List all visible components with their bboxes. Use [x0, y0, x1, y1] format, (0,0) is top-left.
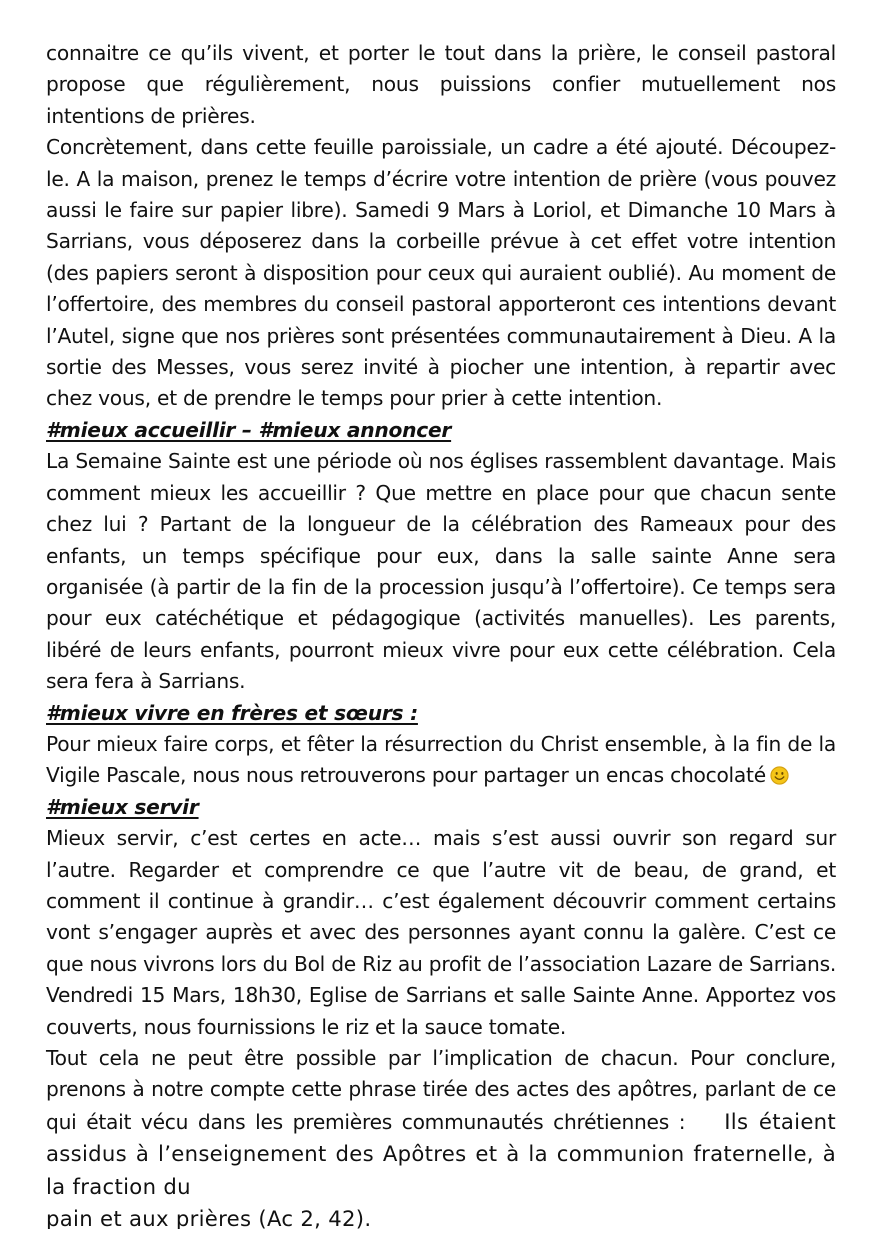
heading-mieux-servir: #mieux servir	[46, 794, 199, 819]
conclusion-quote-last-line: pain et aux prières (Ac 2, 42).	[46, 1206, 372, 1230]
paragraph-vigile-text: Pour mieux faire corps, et fêter la résurrection du Christ ensemble, à la fin de la Vigile Pascale, nous nous retrouverons pour partager un encas chocolaté	[46, 731, 836, 788]
conclusion-quote: Ils étaient assidus à l’enseignement des Apôtres et à la communion fraternelle, à la fraction du	[46, 1108, 836, 1199]
paragraph-intentions-details: Concrètement, dans cette feuille paroissiale, un cadre a été ajouté. Découpez-le. A la maison, prenez le temps d’écrire votre intention de prière (vous pouvez aussi le faire sur papier libre). Samedi 9 Mars à Loriol, et Dimanche 10 Mars à Sarrians, vous déposerez dans la corbeille prévue à cet effet votre intention (des papiers seront à disposition pour ceux qui auraient oublié). Au moment de l’offertoire, des membres du conseil pastoral apporteront ces intentions devant l’Autel, signe que nos prières sont présentées communautairement à Dieu. A la sortie des Messes, vous serez invité à piocher une intention, à repartir avec chez vous, et de prendre le temps pour prier à cette intention.	[46, 135, 836, 411]
paragraph-conclusion	[46, 1043, 836, 1203]
paragraph-intentions-intro: connaitre ce qu’ils vivent, et porter le tout dans la prière, le conseil pastoral propose que régulièrement, nous puissions confier mutuellement nos intentions de prières.	[46, 41, 836, 128]
paragraph-bol-de-riz: Mieux servir, c’est certes en acte… mais s’est aussi ouvrir son regard sur l’autre. Regarder et comprendre ce que l’autre vit de beau, de grand, et comment il continue à grandir… c’est également découvrir comment certains vont s’engager auprès et avec des personnes ayant connu la galère. C’est ce que nous vivrons lors du Bol de Riz au profit de l’association Lazare de Sarrians. Vendredi 15 Mars, 18h30, Eglise de Sarrians et salle Sainte Anne. Apportez vos couverts, nous fournissions le riz et la sauce tomate.	[46, 826, 836, 1039]
paragraph-semaine-sainte: La Semaine Sainte est une période où nos églises rassemblent davantage. Mais comment mieux les accueillir ? Que mettre en place pour que chacun sente chez lui ? Partant de la longueur de la célébration des Rameaux pour des enfants, un temps spécifique pour eux, dans la salle sainte Anne sera organisée (à partir de la fin de la procession jusqu’à l’offertoire). Ce temps sera pour eux catéchétique et pédagogique (activités manuelles). Les parents, libéré de leurs enfants, pourront mieux vivre pour eux cette célébration. Cela sera fera à Sarrians.	[46, 449, 836, 694]
heading-mieux-accueillir: #mieux accueillir – #mieux annoncer	[46, 417, 452, 442]
heading-mieux-vivre: #mieux vivre en frères et sœurs :	[46, 700, 418, 725]
conclusion-intro: Tout cela ne peut être possible par l’implication de chacun. Pour conclure, prenons à notre compte cette phrase tirée des actes des apôtres, parlant de ce qui était vécu dans les premières communautés chrétiennes :	[46, 1046, 836, 1134]
smiling-face-emoji-icon	[770, 766, 789, 785]
document-page	[46, 38, 836, 1229]
paragraph-vigile-pascale	[46, 729, 836, 792]
